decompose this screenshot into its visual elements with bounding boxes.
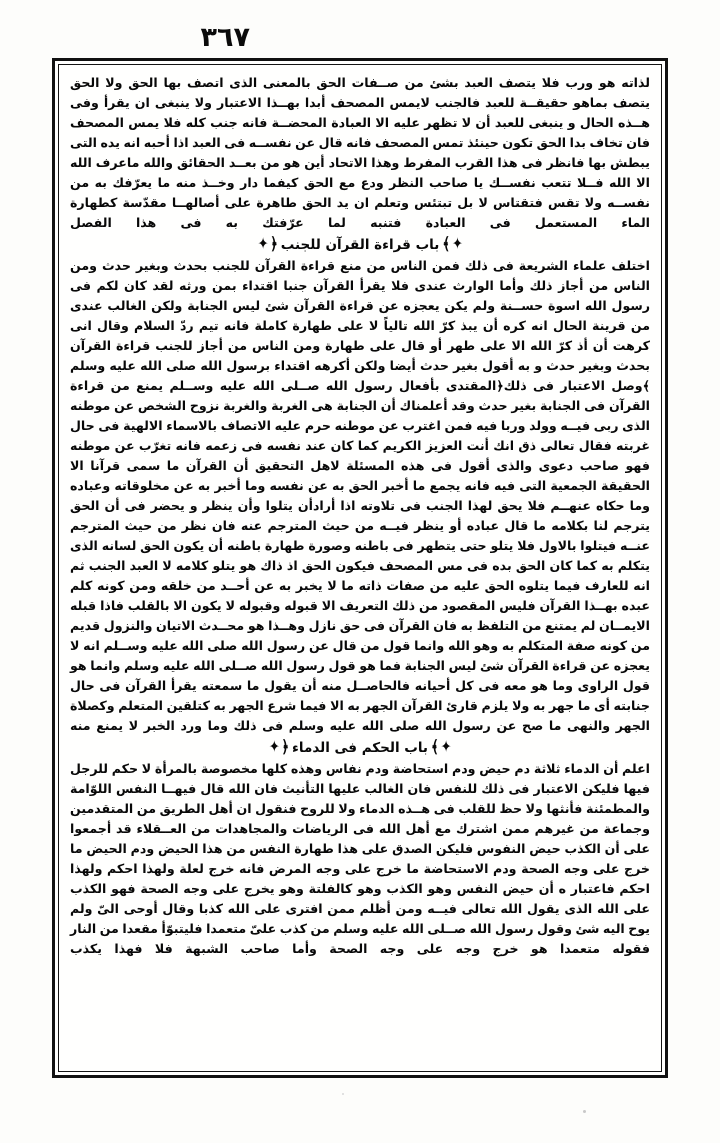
page-border-frame — [52, 58, 668, 1078]
chapter-heading — [69, 737, 651, 759]
scan-speck — [583, 1110, 586, 1113]
ornament-star-right: ✦ — [257, 235, 269, 254]
chapter-heading-text: باب قراءة القرآن للجنب — [280, 237, 440, 253]
ornament-bracket-left: ﴾ — [431, 738, 439, 757]
page-number: ٣٦٧ — [200, 22, 250, 53]
ornament-bracket-right: ﴿ — [281, 738, 289, 757]
scan-speck — [342, 1093, 344, 1095]
page-border-inner-rule — [58, 64, 662, 1072]
ornament-star-right: ✦ — [268, 738, 280, 757]
ornament-star-left: ✦ — [451, 235, 463, 254]
ornament-bracket-left: ﴾ — [442, 235, 450, 254]
ornament-bracket-right: ﴿ — [270, 235, 278, 254]
page-text-body — [69, 71, 651, 1065]
inline-section-tag: ﴾وصل الاعتبار فى ذلك﴿ — [496, 378, 650, 393]
ornament-star-left: ✦ — [440, 738, 452, 757]
chapter-heading — [69, 234, 651, 256]
paragraph-block — [69, 376, 651, 736]
paragraph-block: لذاته هو ورب فلا يتصف العبد بشئ من صــفات الحق بالمعنى الذى اتصف بها الحق ولا الحق يتصف بماهو حقيقــة للعبد فالجنب لايمس المصحف أبدا بهــذا الاعتبار ولا ينبغى ان يقرأ وفى هــذه الحال و ينبغى للعبد أن لا تظهر عليه الا العبادة المحضــة فانه جنب كله فلا يمس المصحف فان تخاف بدا الحق تكون حينئذ تمس المصحف فانه قال عن نفســه فى العبد اذا أحبه انه يده التى يبطش بها فانظر فى هذا القرب المفرط وهذا الاتحاد أين هو من بعــد الحقائق والله ماعرف الله الا الله فــلا تتعب نفســك يا صاحب النظر ودع مع الحق كيفما دار وخــذ منه ما يعرّفك به من نفســه ولا تقس فتقتاس لا بل تبتئس وتعلم ان يد الحق طاهرة على أصالهــا مقدّسة كطهارة الماء المستعمل فى العبادة فتنبه لما عرّفتك به فى هذا الفصل — [70, 75, 650, 230]
paragraph-block: اعلم أن الدماء ثلاثة دم حيض ودم استحاضة ودم نفاس وهذه كلها مخصوصة بالمرأة لا حكم للرجل فيها فليكن الاعتبار فى ذلك للنفس فان الغالب عليها التأنيث فان الله قال فيهــا النفس اللوّامة والمطمئنة فأنثها ولا حظ للقلب فى هــذه الدماء ولا للروح فنقول ان أهل الطريق من المتقدمين وجماعة من غيرهم ممن اشترك مع أهل الله فى الرياضات والمجاهدات من العــقلاء قد أجمعوا على أن الكذب حيض النفوس فليكن الصدق على هذا طهارة النفس من هذا الحيض ودم الحيض ما خرج على وجه الصحة ودم الاستحاضة ما خرج على وجه المرض فانه خرج لعلة ولهذا احكم ولهذا احكم فاعتبار ه أن حيض النفس وهو الكذب وهو كالفلتة وهو يخرج على وجه الصحة فهو الكذب على الله الذى يقول الله تعالى فيــه ومن أظلم ممن افترى على الله كذبا وقال أوحى الىّ ولم يوح اليه شئ وقول رسول الله صــلى الله عليه وسلم من كذب علىّ متعمدا فليتبوّأ مقعدا من النار فقوله متعمدا هو خرج وجه على وجه الصحة وأما صاحب الشبهة فلا فهذا يكذب — [70, 761, 650, 956]
paragraph-block: اختلف علماء الشريعة فى ذلك فمن الناس من منع قراءة القرآن للجنب بحدث وبغير حدث ومن الناس من أجاز ذلك وأما الوارث عندى فلا يقرأ القرآن جنبا اقتداء بمن ورثه لقد كان لكم فى رسول الله اسوة حســنة ولم يكن يعجزه عن قراءة القرآن شئ ليس الجنابة ولكن الغالب عندى من قرينة الحال انه كره أن يبذ كرّ الله تالياً لا على طهارة كاملة فانه تيم ردّ السلام وقال انى كرهت أن أذ كرّ الله الا على طهر أو قال على طهارة ومن الناس من أجاز للجنب قراءة القرآن بحدث وبغير حدث و به أقول بغير حدث أيضا ولكن أكرهه اقتداء برسول الله صلى الله عليه وسلم — [70, 258, 650, 373]
chapter-heading-text: باب الحكم فى الدماء — [292, 740, 428, 756]
paragraph-text: المقتدى بأفعال رسول الله صــلى الله عليه وســلم يمنع من قراءة القرآن فى الجنابة بغير حدث وقد أعلمناك أن الجنابة هى الغربة والغربة نزوح الشخص عن موطنه الذى ربى فيــه وولد وربا فيه فمن اغترب عن موطنه حرم عليه الاتصاف بالاسماء الالهية فى حال غربته فقال تعالى ذق انك أنت العزيز الكريم كما كان عند نفسه فى زعمه فانه تغرّب عن موطنه فهو صاحب دعوى والذى أقول فى هذه المسئلة لاهل التحقيق أن القرآن ما سمى قرآنا الا الحقيقة الجمعية التى فيه فانه يجمع ما أخبر الحق به عن نفسه وما أخبر به عن مخلوقاته وعباده وما حكاه عنهــم فلا يحق لهذا الجنب فى تلاوته اذا أرادأن يتلوا وأن ينظر و يحضر فى أن الحق يترجم لنا بكلامه ما قال عباده أو ينظر فيــه من حيث المترجم عنه فان نظر من حيث المترجم عنــه فيتلوا بالاول فلا يتلو حتى يتطهر فى باطنه وصورة طهارة باطنه أن يكون الحق لسانه الذى يتكلم به كما كان الحق بده فى مس المصحف فيكون الحق اذ ذاك هو يتلو كلامه لا العبد الجنب ثم انه للعارف فيما يتلوه الحق عليه من صفات ذاته ما لا يخبر به عن أحــد من خلقه ومن كونه كلم عبده بهــذا القرآن فليس المقصود من ذلك التعريف الا قبوله وقبوله لا يكون الا بالقلب فاذا قبله الايمــان لم يمتنع من التلفظ به فان القرآن فى حق نازل وهــذا هو محــدث الاتيان والنزول قديم من كونه صفة المتكلم به وهو الله وانما قول من قال عن رسول الله صلى الله عليه وســلم انه لا يعجزه عن قراءة القرآن شئ ليس الجنابة فما هو قول رسول الله صــلى الله عليه وسلم وانما هو قول الراوى وما هو معه فى كل أحيانه فالحاصــل منه أن يقول ما سمعته يقرأ القرآن فى حال جنابته أى ما جهر به ولا يلزم قارئ القرآن الجهر به الا فيما شرع الجهر به كتلقين المتعلم وكصلاة الجهر والنهى ما صح عن رسول الله صلى الله عليه وسلم فى ذلك وما ورد الخبر لا يمنع منه — [70, 378, 650, 733]
